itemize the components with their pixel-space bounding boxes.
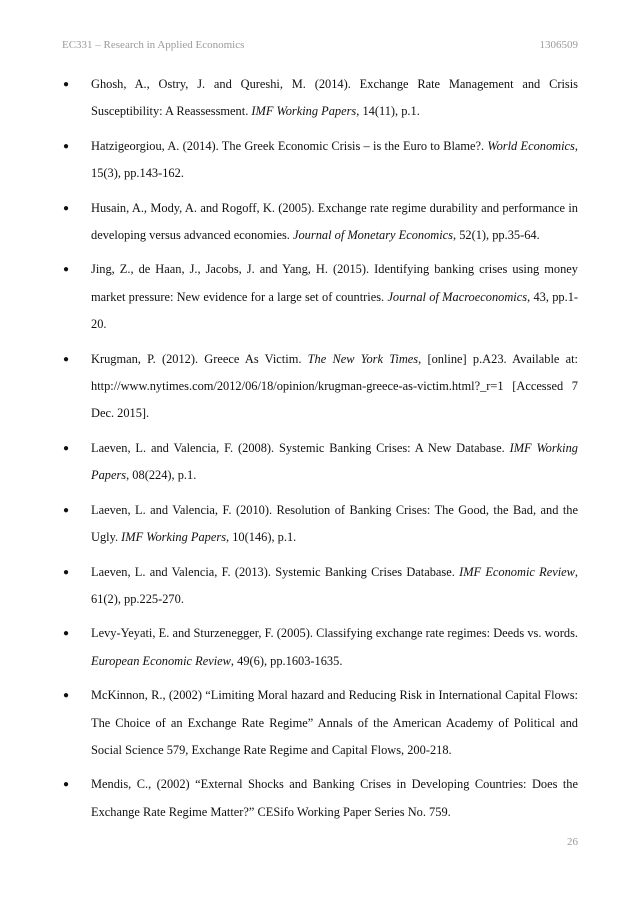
reference-item [62,195,578,250]
reference-text: Hatzigeorgiou, A. (2014). The Greek Economic Crisis – is the Euro to Blame?. [91,138,488,153]
reference-source: IMF Economic Review [459,564,575,579]
reference-source: The New York Times [307,351,419,366]
reference-item [62,435,578,490]
reference-source: Journal of Monetary Economics [292,228,453,243]
bullet-icon: ● [63,353,70,365]
bullet-icon: ● [63,628,70,640]
reference-item [62,256,578,338]
reference-text: Husain, A., Mody, A. and Rogoff, K. (2005). Exchange rate regime durability and performance in developing versus advanced economies. [91,200,578,243]
reference-text: Jing, Z., de Haan, J., Jacobs, J. and Yang, H. (2015). Identifying banking crises using money market pressure: New evidence for a large set of countries. [91,262,578,304]
header-student-id: 1306509 [539,39,578,51]
reference-text: Laeven, L. and Valencia, F. (2008). Systemic Banking Crises: A New Database. [91,440,510,455]
header-course-title: EC331 – Research in Applied Economics [62,39,245,51]
reference-source: IMF Working Papers [91,440,578,483]
reference-item [62,133,578,188]
reference-text: Ghosh, A., Ostry, J. and Qureshi, M. (2014). Exchange Rate Management and Crisis Susceptibility: A Reassessment. [91,77,578,119]
bullet-icon: ● [63,202,70,214]
bullet-icon: ● [63,690,70,702]
reference-details: , 52(1), pp.35-64. [453,228,540,243]
reference-details: , 14(11), p.1. [356,104,420,119]
reference-text: Laeven, L. and Valencia, F. (2010). Resolution of Banking Crises: The Good, the Bad, and the Ugly. [91,502,578,545]
bullet-icon: ● [63,442,70,454]
bullet-icon: ● [63,79,70,90]
reference-text: Krugman, P. (2012). Greece As Victim. [91,351,308,366]
reference-details: , [online] p.A23. Available at: http://www.nytimes.com/2012/06/18/opinion/krugman-greece-as-victim.html?_r=1 [Accessed 7 Dec. 2015]. [91,351,578,421]
reference-item [62,559,578,614]
reference-source: Journal of Macroeconomics [387,289,528,304]
reference-list [62,71,578,833]
reference-details: , 15(3), pp.143-162. [91,138,578,181]
reference-item [62,620,578,675]
reference-source: World Economics [487,138,575,153]
reference-text: Laeven, L. and Valencia, F. (2013). Systemic Banking Crises Database. [91,564,460,579]
reference-item [62,497,578,552]
reference-source: IMF Working Papers [121,530,227,545]
page-number: 26 [567,836,578,848]
running-header [62,39,578,51]
reference-details: , 43, pp.1-20. [91,289,579,332]
reference-item [62,771,578,826]
reference-item [62,682,578,764]
bullet-icon: ● [63,140,70,152]
bullet-icon: ● [63,566,70,578]
reference-text: Levy-Yeyati, E. and Sturzenegger, F. (2005). Classifying exchange rate regimes: Deeds vs. words. [91,626,578,641]
bullet-icon: ● [63,264,70,276]
reference-source: European Economic Review [91,653,231,668]
reference-details: , 61(2), pp.225-270. [91,564,579,606]
reference-text: McKinnon, R., (2002) “Limiting Moral hazard and Reducing Risk in International Capital Flows: The Choice of an Exchange Rate Regime” Annals of the American Academy of Political and Social Science 579, Exchange Rate Regime and Capital Flows, 200-218. [91,688,578,757]
reference-item [62,346,578,428]
reference-text: Mendis, C., (2002) “External Shocks and Banking Crises in Developing Countries: Does the Exchange Rate Regime Matter?” CESifo Working Paper Series No. 759. [91,777,578,819]
reference-item [62,71,578,126]
reference-source: IMF Working Papers [251,104,357,119]
reference-details: , 10(146), p.1. [226,530,297,545]
reference-details: , 49(6), pp.1603-1635. [230,653,343,668]
reference-details: , 08(224), p.1. [126,468,197,483]
bullet-icon: ● [63,504,70,516]
bullet-icon: ● [63,779,70,791]
